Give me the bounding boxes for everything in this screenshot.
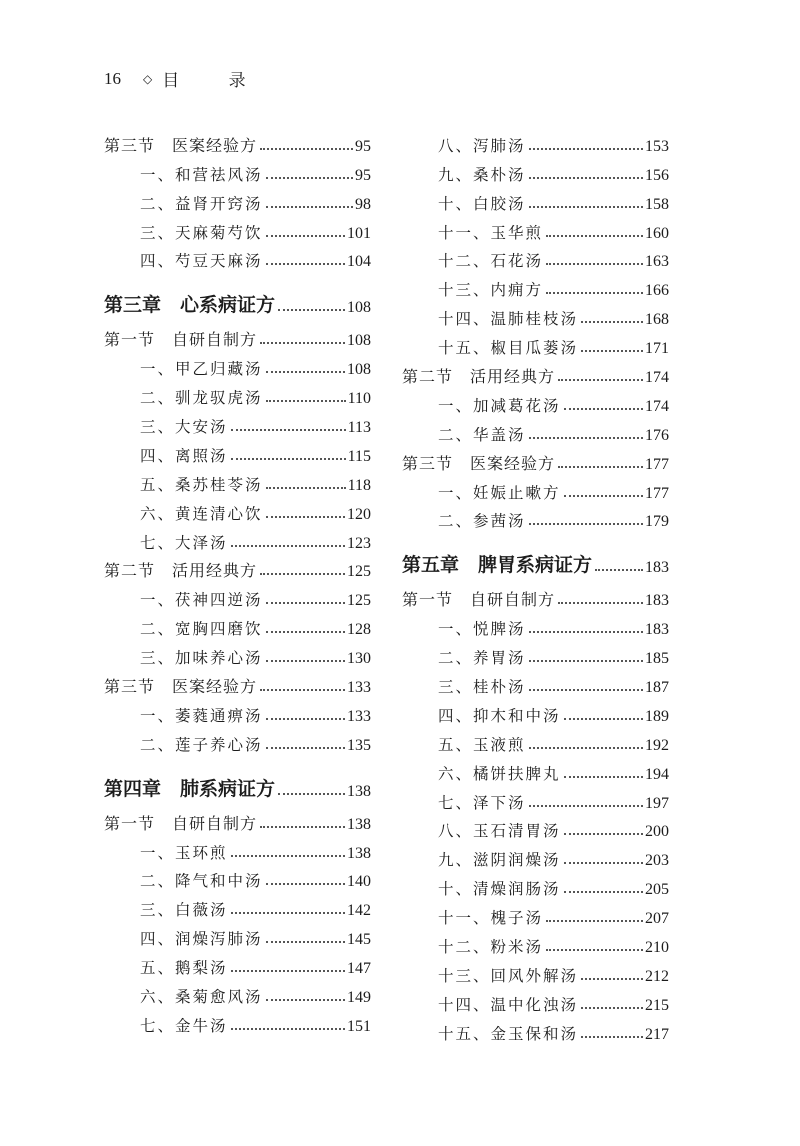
toc-page-number: 133 [347,707,371,725]
toc-section-label: 第一节 自研自制方 [104,813,258,833]
toc-item-row [104,243,371,272]
toc-item-label: 一、萎蕤通痹汤 [140,706,263,725]
toc-page-number: 125 [347,563,371,581]
toc-item-label: 一、和营祛风汤 [140,165,263,184]
toc-column-left [104,127,371,1036]
dot-leader [529,631,643,633]
toc-item-label: 七、金牛汤 [140,1016,228,1035]
toc-item-label: 二、养胃汤 [438,649,526,668]
dot-leader [581,321,643,323]
toc-item-row [104,697,371,726]
dot-leader [546,263,643,265]
toc-item-row [402,784,669,813]
toc-page-number: 149 [347,989,371,1007]
dot-leader [564,495,643,497]
toc-item-row [104,495,371,524]
toc-item-label: 十三、回风外解汤 [438,966,579,985]
toc-item-row [104,639,371,668]
toc-item-row [402,1015,669,1044]
toc-page-number: 215 [645,996,669,1014]
toc-item-row [402,870,669,899]
toc-item-row [402,416,669,445]
toc-page-number: 174 [645,397,669,415]
toc-chapter-label: 第四章 肺系病证方 [104,777,276,800]
toc-item-row [402,185,669,214]
toc-item-label: 十二、石花汤 [438,252,544,271]
toc-item-label: 三、大安汤 [140,418,228,437]
toc-page-number: 115 [347,447,371,465]
toc-item-row [402,957,669,986]
dot-leader [260,689,345,691]
toc-chapter-row [402,531,669,581]
toc-item-label: 二、降气和中汤 [140,872,263,891]
toc-page-number: 207 [645,910,669,928]
toc-page-number: 142 [347,902,371,920]
toc-item-label: 四、抑木和中汤 [438,706,561,725]
dot-leader [231,855,345,857]
toc-item-label: 十一、槐子汤 [438,909,544,928]
toc-item-row [402,928,669,957]
toc-item-label: 四、润燥泻肺汤 [140,930,263,949]
dot-leader [581,1007,643,1009]
toc-item-row [402,214,669,243]
toc-item-row [402,503,669,532]
toc-page-number: 205 [645,881,669,899]
toc-item-row [402,841,669,870]
toc-item-row [402,726,669,755]
toc-item-label: 二、参茜汤 [438,512,526,531]
toc-chapter-label: 第五章 脾胃系病证方 [402,554,593,577]
dot-leader [231,912,345,914]
toc-section-row [104,127,371,156]
toc-item-label: 二、益肾开窍汤 [140,194,263,213]
toc-section-row [104,321,371,350]
toc-page-number: 210 [645,939,669,957]
toc-page-number: 183 [645,559,669,577]
toc-item-row [104,466,371,495]
toc-item-label: 十三、内痈方 [438,281,544,300]
toc-page-number: 158 [645,195,669,213]
toc-item-label: 十一、玉华煎 [438,223,544,242]
toc-item-row [104,437,371,466]
toc-page-number: 128 [347,621,371,639]
dot-leader [266,487,346,489]
toc-page-number: 145 [347,931,371,949]
toc-section-row [104,668,371,697]
toc-item-row [104,156,371,185]
toc-page-number: 147 [347,960,371,978]
toc-page-number: 138 [347,815,371,833]
dot-leader [231,1028,345,1030]
dot-leader [546,949,643,951]
toc-item-row [104,863,371,892]
dot-leader [546,920,643,922]
toc-page-number: 177 [645,484,669,502]
toc-column-right [402,127,669,1044]
toc-item-row [104,1007,371,1036]
toc-section-row [402,445,669,474]
toc-item-label: 五、鹅梨汤 [140,959,228,978]
toc-item-row [402,813,669,842]
toc-item-label: 三、白薇汤 [140,901,228,920]
toc-chapter-row [104,271,371,321]
toc-item-label: 十、白胶汤 [438,194,526,213]
dot-leader [266,516,345,518]
toc-page-number: 163 [645,253,669,271]
toc-page-number: 108 [347,361,371,379]
toc-section-label: 第二节 活用经典方 [104,561,258,581]
toc-item-label: 一、甲乙归藏汤 [140,360,263,379]
toc-item-label: 四、芍豆天麻汤 [140,252,263,271]
toc-page-number: 183 [645,621,669,639]
dot-leader [529,206,643,208]
toc-item-label: 九、滋阴润燥汤 [438,851,561,870]
toc-item-row [402,899,669,928]
toc-item-label: 七、大泽汤 [140,533,228,552]
dot-leader [278,793,345,795]
toc-page-number: 168 [645,311,669,329]
dot-leader [266,747,345,749]
toc-page-number: 187 [645,679,669,697]
toc-item-row [402,300,669,329]
toc-item-row [104,379,371,408]
toc-item-label: 九、桑朴汤 [438,165,526,184]
toc-chapter-label: 第三章 心系病证方 [104,294,276,317]
dot-leader [558,466,643,468]
toc-page-number: 200 [645,823,669,841]
dot-leader [564,891,643,893]
toc-page-number: 197 [645,794,669,812]
toc-item-row [104,408,371,437]
dot-leader [278,309,345,311]
dot-leader [529,148,643,150]
toc-item-row [402,986,669,1015]
toc-page-number: 104 [347,253,371,271]
toc-page-number: 95 [355,137,371,155]
toc-page-number: 140 [347,873,371,891]
toc-item-label: 六、黄连清心饮 [140,504,263,523]
toc-section-label: 第三节 医案经验方 [402,453,556,473]
dot-leader [529,689,643,691]
toc-item-row [402,697,669,726]
toc-page-number: 203 [645,852,669,870]
toc-item-row [402,329,669,358]
dot-leader [558,379,643,381]
toc-page-number: 174 [645,369,669,387]
toc-page-number: 98 [355,195,371,213]
toc-section-row [402,581,669,610]
toc-item-label: 八、玉石清胃汤 [438,822,561,841]
dot-leader [581,350,643,352]
toc-page-number: 138 [347,844,371,862]
toc-item-row [402,243,669,272]
toc-item-label: 六、橘饼扶脾丸 [438,764,561,783]
dot-leader [546,235,643,237]
dot-leader [231,970,345,972]
page-header [104,66,268,91]
toc-item-label: 一、悦脾汤 [438,620,526,639]
dot-leader [266,883,345,885]
dot-leader [231,458,346,460]
toc-page-number: 118 [347,476,371,494]
toc-page-number: 151 [347,1017,371,1035]
dot-leader [260,342,345,344]
toc-item-row [402,127,669,156]
dot-leader [564,833,643,835]
dot-leader [266,660,345,662]
dot-leader [260,826,345,828]
toc-item-label: 十、清燥润肠汤 [438,880,561,899]
dot-leader [266,177,353,179]
toc-item-label: 三、天麻菊芍饮 [140,223,263,242]
toc-item-row [104,891,371,920]
toc-item-row [402,610,669,639]
toc-item-label: 二、宽胸四磨饮 [140,620,263,639]
toc-page-number: 153 [645,137,669,155]
toc-item-row [104,834,371,863]
dot-leader [529,523,643,525]
toc-page-number: 217 [645,1025,669,1043]
dot-leader [581,978,643,980]
toc-item-row [402,755,669,784]
dot-leader [581,1036,643,1038]
dot-leader [529,660,643,662]
toc-section-row [104,553,371,582]
dot-leader [266,206,353,208]
toc-item-row [104,214,371,243]
toc-item-label: 十五、金玉保和汤 [438,1024,579,1043]
toc-page-number: 113 [347,419,371,437]
toc-item-label: 五、玉液煎 [438,735,526,754]
dot-leader [564,776,643,778]
dot-leader [595,569,643,571]
toc-page-number: 183 [645,592,669,610]
dot-leader [231,545,345,547]
dot-leader [564,862,643,864]
toc-page-number: 194 [645,765,669,783]
toc-item-row [402,474,669,503]
toc-section-label: 第一节 自研自制方 [104,330,258,350]
toc-section-label: 第一节 自研自制方 [402,590,556,610]
toc-item-row [104,350,371,379]
toc-page-number: 110 [347,390,371,408]
toc-item-label: 十四、温肺桂枝汤 [438,310,579,329]
toc-page-number: 156 [645,166,669,184]
dot-leader [266,263,345,265]
toc-page-number: 130 [347,650,371,668]
toc-item-row [104,581,371,610]
toc-page-number: 108 [347,332,371,350]
dot-leader [529,177,643,179]
dot-leader [231,429,346,431]
dot-leader [266,400,346,402]
dot-leader [564,408,643,410]
toc-page-number: 212 [645,967,669,985]
toc-chapter-row [104,755,371,805]
dot-leader [546,292,643,294]
toc-item-label: 三、加味养心汤 [140,649,263,668]
toc-item-row [402,271,669,300]
toc-item-label: 十四、温中化浊汤 [438,995,579,1014]
toc-section-row [104,805,371,834]
toc-item-row [402,639,669,668]
dot-leader [266,371,345,373]
toc-item-row [104,726,371,755]
toc-page-number: 123 [347,534,371,552]
page-title: 目 录 [162,71,268,91]
toc-item-label: 十二、粉米汤 [438,938,544,957]
toc-item-row [104,978,371,1007]
toc-item-label: 八、泻肺汤 [438,136,526,155]
toc-section-label: 第三节 医案经验方 [104,677,258,697]
toc-item-row [104,185,371,214]
toc-page-number: 160 [645,224,669,242]
page-number: 16 [104,68,121,88]
toc-section-label: 第二节 活用经典方 [402,367,556,387]
toc-item-label: 二、驯龙驭虎汤 [140,389,263,408]
toc-item-row [402,387,669,416]
toc-item-label: 五、桑苏桂苓汤 [140,475,263,494]
toc-item-row [104,524,371,553]
toc-item-label: 六、桑菊愈风汤 [140,988,263,1007]
dot-leader [266,235,345,237]
toc-page-number: 125 [347,592,371,610]
toc-item-row [104,949,371,978]
toc-page-number: 179 [645,513,669,531]
dot-leader [266,718,345,720]
toc-page-number: 177 [645,455,669,473]
dot-leader [266,602,345,604]
diamond-icon: ◇ [143,71,153,86]
toc-page-number: 138 [347,782,371,800]
toc-item-label: 三、桂朴汤 [438,678,526,697]
toc-item-label: 十五、椒目瓜蒌汤 [438,339,579,358]
toc-item-row [104,920,371,949]
dot-leader [564,718,643,720]
toc-item-label: 一、茯神四逆汤 [140,591,263,610]
toc-item-label: 一、加减葛花汤 [438,396,561,415]
toc-item-row [104,610,371,639]
dot-leader [529,747,643,749]
toc-item-label: 一、玉环煎 [140,843,228,862]
toc-page-number: 189 [645,707,669,725]
toc-page-number: 192 [645,736,669,754]
toc-item-row [402,668,669,697]
toc-page-number: 166 [645,282,669,300]
toc-page-number: 171 [645,340,669,358]
dot-leader [266,631,345,633]
toc-page-number: 135 [347,736,371,754]
toc-page-number: 185 [645,650,669,668]
dot-leader [260,573,345,575]
dot-leader [260,148,353,150]
toc-page-number: 133 [347,679,371,697]
toc-item-label: 二、华盖汤 [438,425,526,444]
toc-item-label: 二、莲子养心汤 [140,735,263,754]
dot-leader [529,437,643,439]
toc-page-number: 176 [645,426,669,444]
toc-page-number: 101 [347,224,371,242]
toc-page-number: 120 [347,505,371,523]
dot-leader [529,805,643,807]
toc-page-number: 95 [355,166,371,184]
toc-item-label: 一、妊娠止嗽方 [438,483,561,502]
toc-section-row [402,358,669,387]
dot-leader [266,941,345,943]
toc-item-row [402,156,669,185]
toc-item-label: 七、泽下汤 [438,793,526,812]
toc-page-number: 108 [347,299,371,317]
toc-item-label: 四、离照汤 [140,446,228,465]
toc-section-label: 第三节 医案经验方 [104,135,258,155]
dot-leader [266,999,345,1001]
dot-leader [558,602,643,604]
